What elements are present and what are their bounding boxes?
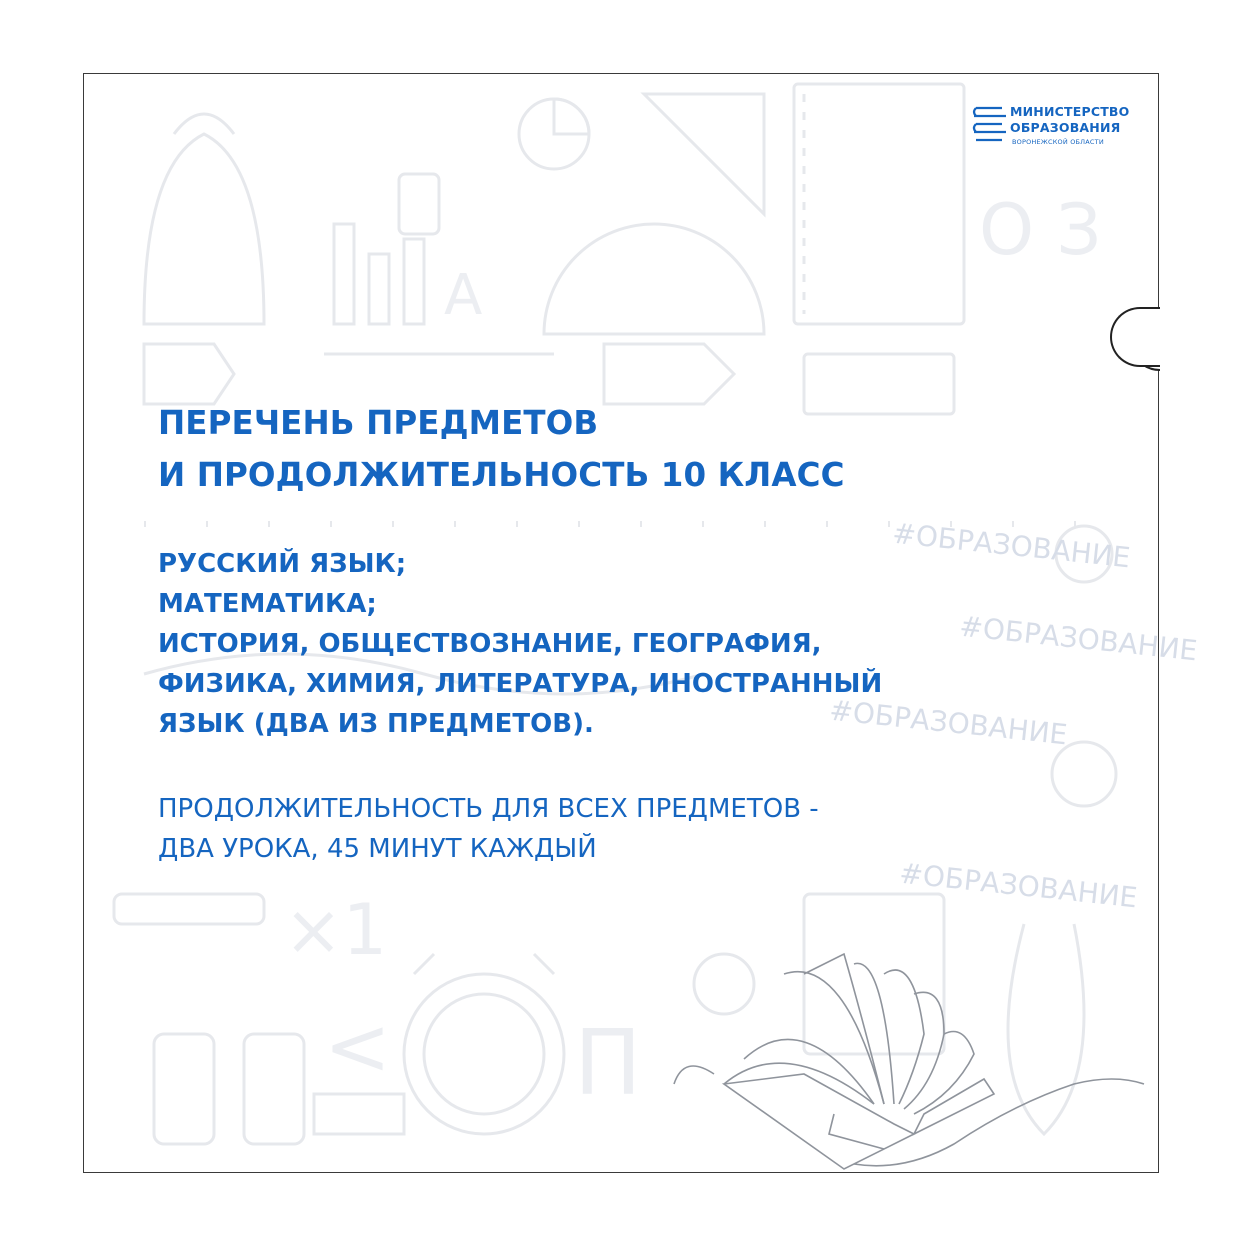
subject-line: ФИЗИКА, ХИМИЯ, ЛИТЕРАТУРА, ИНОСТРАННЫЙ	[158, 669, 883, 699]
hashtag-watermark: #ОБРАЗОВАНИЕ	[827, 693, 1069, 752]
pencil-case-doodle	[114, 894, 264, 924]
subject-line: МАТЕМАТИКА;	[158, 589, 377, 619]
hashtag-watermark: #ОБРАЗОВАНИЕ	[957, 609, 1199, 668]
bottle-doodle	[399, 174, 439, 234]
duration-line-2: ДВА УРОКА, 45 МИНУТ КАЖДЫЙ	[158, 834, 597, 864]
hashtag-watermark: #ОБРАЗОВАНИЕ	[890, 516, 1132, 575]
chart-doodle	[334, 224, 354, 324]
svg-text:A: A	[444, 263, 483, 328]
ruler-doodle	[644, 94, 764, 214]
hashtag-watermark: #ОБРАЗОВАНИЕ	[897, 856, 1139, 915]
duration-line-1: ПРОДОЛЖИТЕЛЬНОСТЬ ДЛЯ ВСЕХ ПРЕДМЕТОВ -	[158, 794, 819, 824]
backpack-doodle	[144, 114, 264, 324]
title-line-1: ПЕРЕЧЕНЬ ПРЕДМЕТОВ	[158, 404, 599, 442]
subjects-list	[158, 544, 1088, 744]
page-title	[158, 397, 1058, 501]
books-stack-icon	[972, 104, 1008, 148]
protractor-doodle	[544, 224, 764, 334]
svg-text:О З: О З	[979, 189, 1102, 271]
subject-line: РУССКИЙ ЯЗЫК;	[158, 549, 407, 579]
logo-text-line2: ОБРАЗОВАНИЯ	[1010, 120, 1121, 135]
ministry-logo	[972, 102, 1132, 154]
logo-text-line3: ВОРОНЕЖСКОЙ ОБЛАСТИ	[1012, 138, 1104, 146]
title-line-2: И ПРОДОЛЖИТЕЛЬНОСТЬ 10 КЛАСС	[158, 456, 845, 494]
open-book-illustration	[674, 954, 1144, 1169]
glue-doodle	[154, 1034, 214, 1144]
apple-doodle	[694, 954, 754, 1014]
subject-line: ИСТОРИЯ, ОБЩЕСТВОЗНАНИЕ, ГЕОГРАФИЯ,	[158, 629, 822, 659]
notebook-doodle	[794, 84, 964, 324]
svg-text:<: <	[324, 1000, 392, 1093]
duration-text	[158, 789, 1088, 869]
svg-text:П: П	[574, 1011, 642, 1116]
logo-text-line1: МИНИСТЕРСТВО	[1010, 104, 1130, 119]
subject-line: ЯЗЫК (ДВА ИЗ ПРЕДМЕТОВ).	[158, 709, 594, 739]
clock-doodle	[404, 974, 564, 1134]
slide-card	[83, 73, 1199, 1173]
svg-text:×1: ×1	[284, 889, 388, 971]
